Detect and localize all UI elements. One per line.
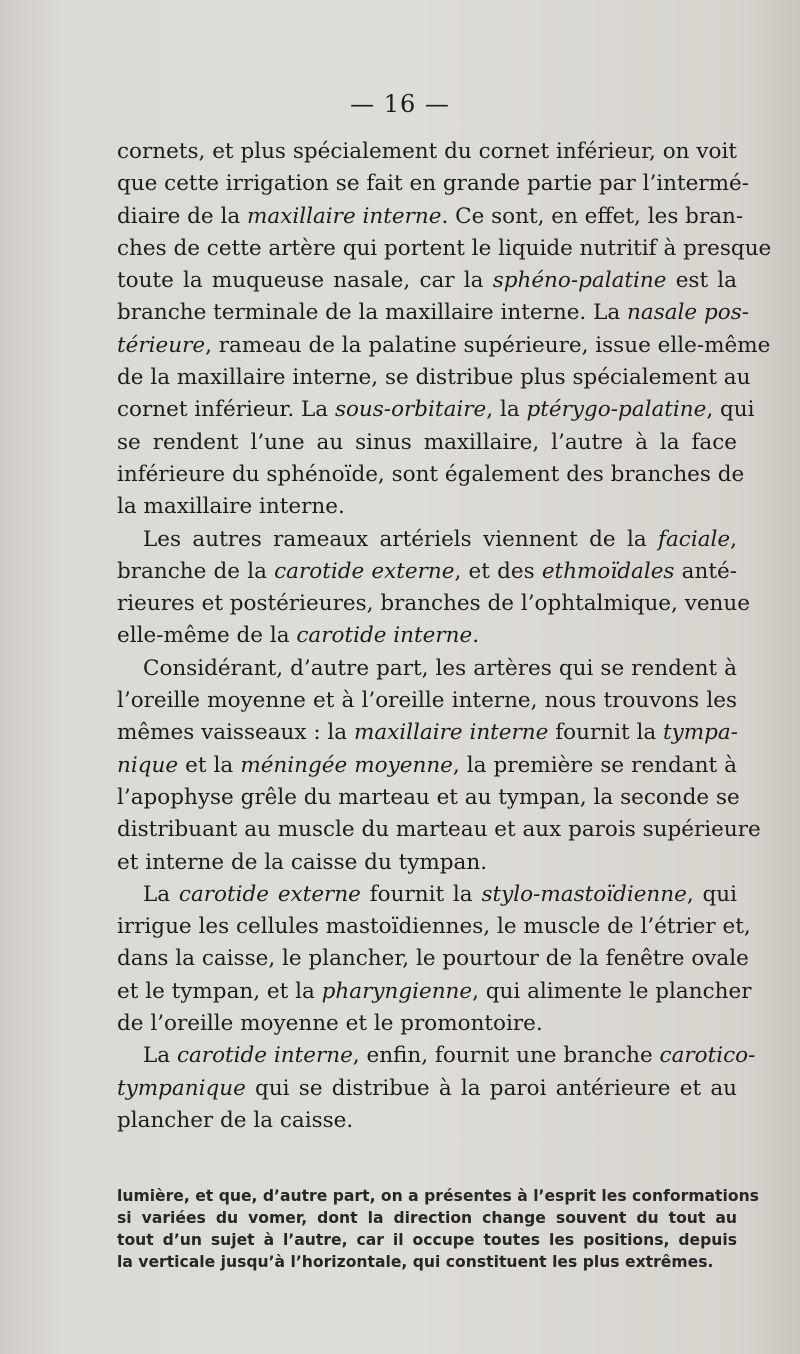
text-line xyxy=(117,459,745,491)
text-line xyxy=(117,330,771,362)
text-line xyxy=(117,1040,756,1072)
text-run: se rendent l’une au sinus maxillaire, l’autre à la face xyxy=(117,429,737,455)
text-line xyxy=(117,1008,737,1040)
text-run: , qui xyxy=(686,881,737,907)
text-run: cornets, et plus spécialement du cornet inférieur, on voit xyxy=(117,139,737,164)
text-line xyxy=(117,394,755,426)
italic-term: tympa- xyxy=(662,720,739,746)
text-run: elle-même de la xyxy=(117,623,297,649)
text-run: l’oreille moyenne et à l’oreille interne, nous trouvons les xyxy=(117,688,737,714)
text-run: irrigue les cellules mastoïdiennes, le muscle de l’étrier et, xyxy=(117,914,751,940)
text-run: de l’oreille moyenne et le promontoire. xyxy=(117,1011,543,1037)
text-run: et la xyxy=(178,752,241,778)
italic-term: pharyngienne xyxy=(321,978,473,1004)
text-line xyxy=(117,847,737,879)
italic-term: carotide interne xyxy=(296,623,473,649)
text-run: diaire de la xyxy=(117,203,248,229)
footnote-line: si variées du vomer, dont la direction change souvent du tout au xyxy=(117,1209,737,1227)
footnote-line: lumière, et que, d’autre part, on a présentes à l’esprit les conformations xyxy=(117,1187,759,1205)
text-run: mêmes vaisseaux : la xyxy=(117,720,354,746)
paragraph xyxy=(117,136,772,524)
paragraph xyxy=(117,653,761,879)
italic-term: carotide interne xyxy=(176,1043,353,1069)
text-run: , qui alimente le plancher xyxy=(472,978,752,1004)
text-line xyxy=(117,168,750,200)
text-run: . xyxy=(472,623,480,649)
text-run: , xyxy=(730,526,737,552)
text-line xyxy=(117,620,737,652)
italic-term: carotico- xyxy=(659,1043,756,1069)
text-line xyxy=(117,943,749,975)
text-line xyxy=(117,1073,737,1105)
italic-term: carotide externe xyxy=(274,558,455,584)
paragraph xyxy=(117,1040,756,1137)
text-run: branche terminale de la maxillaire interne. La xyxy=(117,300,628,326)
text-run: rieures et postérieures, branches de l’ophtalmique, venue xyxy=(117,591,750,617)
text-line xyxy=(117,814,761,846)
text-line xyxy=(117,1105,737,1137)
italic-term: méningée moyenne xyxy=(240,752,453,778)
text-run: et interne de la caisse du tympan. xyxy=(117,849,488,875)
text-run: qui se distribue à la paroi antérieure et au xyxy=(245,1075,737,1101)
text-run: est la xyxy=(666,268,737,294)
paragraph xyxy=(117,524,750,653)
text-run: La xyxy=(143,1043,177,1069)
body-text xyxy=(117,136,772,1137)
text-run: dans la caisse, le plancher, le pourtour de la fenêtre ovale xyxy=(117,946,749,972)
text-run: fournit la xyxy=(360,881,482,907)
text-run: , enfin, fournit une branche xyxy=(352,1043,660,1069)
footnote-line: la verticale jusqu’à l’horizontale, qui constituent les plus extrêmes. xyxy=(117,1253,714,1271)
text-line xyxy=(117,976,752,1008)
footnote-line: tout d’un sujet à l’autre, car il occupe toutes les positions, depuis xyxy=(117,1231,737,1249)
footnote xyxy=(117,1185,759,1273)
text-run: l’apophyse grêle du marteau et au tympan, la seconde se xyxy=(117,784,740,810)
text-run: Les autres rameaux artériels viennent de la xyxy=(143,526,659,552)
text-run: , la première se rendant à xyxy=(452,752,737,778)
text-line xyxy=(117,685,737,717)
text-run: branche de la xyxy=(117,558,275,584)
text-line xyxy=(117,653,737,685)
text-run: La xyxy=(143,881,179,907)
italic-term: carotide externe xyxy=(178,881,361,907)
text-run: . Ce sont, en effet, les bran- xyxy=(441,203,744,229)
italic-term: maxillaire interne xyxy=(247,203,442,229)
text-run: , qui xyxy=(706,397,755,423)
text-run: anté- xyxy=(674,558,737,584)
text-run: ches de cette artère qui portent le liquide nutritif à presque xyxy=(117,235,772,261)
text-line xyxy=(117,491,737,523)
text-line xyxy=(117,297,749,329)
italic-term: faciale xyxy=(658,526,731,552)
text-line xyxy=(117,556,737,588)
italic-term: nasale pos- xyxy=(627,300,749,326)
italic-term: térieure xyxy=(117,332,206,358)
italic-term: tympanique xyxy=(117,1075,246,1101)
text-line xyxy=(117,233,772,265)
text-run: Considérant, d’autre part, les artères qui se rendent à xyxy=(143,655,737,681)
italic-term: maxillaire interne xyxy=(353,720,549,746)
text-run: la maxillaire interne. xyxy=(117,494,345,520)
text-line xyxy=(117,750,737,782)
text-run: , la xyxy=(486,397,527,423)
text-line xyxy=(117,879,737,911)
text-line xyxy=(117,717,737,749)
text-line xyxy=(117,524,737,556)
text-run: que cette irrigation se fait en grande partie par l’intermé- xyxy=(117,171,750,197)
text-line xyxy=(117,201,744,233)
paragraph xyxy=(117,879,752,1040)
text-line xyxy=(117,911,751,943)
italic-term: ethmoïdales xyxy=(541,558,675,584)
text-line xyxy=(117,782,740,814)
text-line xyxy=(117,265,737,297)
text-run: , rameau de la palatine supérieure, issue elle-même xyxy=(205,332,771,358)
text-run: cornet inférieur. La xyxy=(117,397,335,423)
italic-term: ptérygo-palatine xyxy=(526,397,707,423)
text-run: de la maxillaire interne, se distribue plus spécialement au xyxy=(117,365,751,391)
text-run: et le tympan, et la xyxy=(117,978,322,1004)
italic-term: nique xyxy=(117,752,179,778)
text-run: plancher de la caisse. xyxy=(117,1107,354,1133)
italic-term: sphéno-palatine xyxy=(492,268,667,294)
text-run: toute la muqueuse nasale, car la xyxy=(117,268,493,294)
text-run: inférieure du sphénoïde, sont également des branches de xyxy=(117,461,745,487)
text-line xyxy=(117,588,750,620)
text-line xyxy=(117,136,737,168)
text-run: , et des xyxy=(454,558,542,584)
text-run: fournit la xyxy=(548,720,663,746)
text-line xyxy=(117,427,737,459)
text-line xyxy=(117,362,751,394)
text-run: distribuant au muscle du marteau et aux parois supérieure xyxy=(117,817,761,843)
italic-term: sous-orbitaire xyxy=(334,397,487,423)
page-number: — 16 — xyxy=(350,90,450,118)
italic-term: stylo-mastoïdienne xyxy=(481,881,687,907)
